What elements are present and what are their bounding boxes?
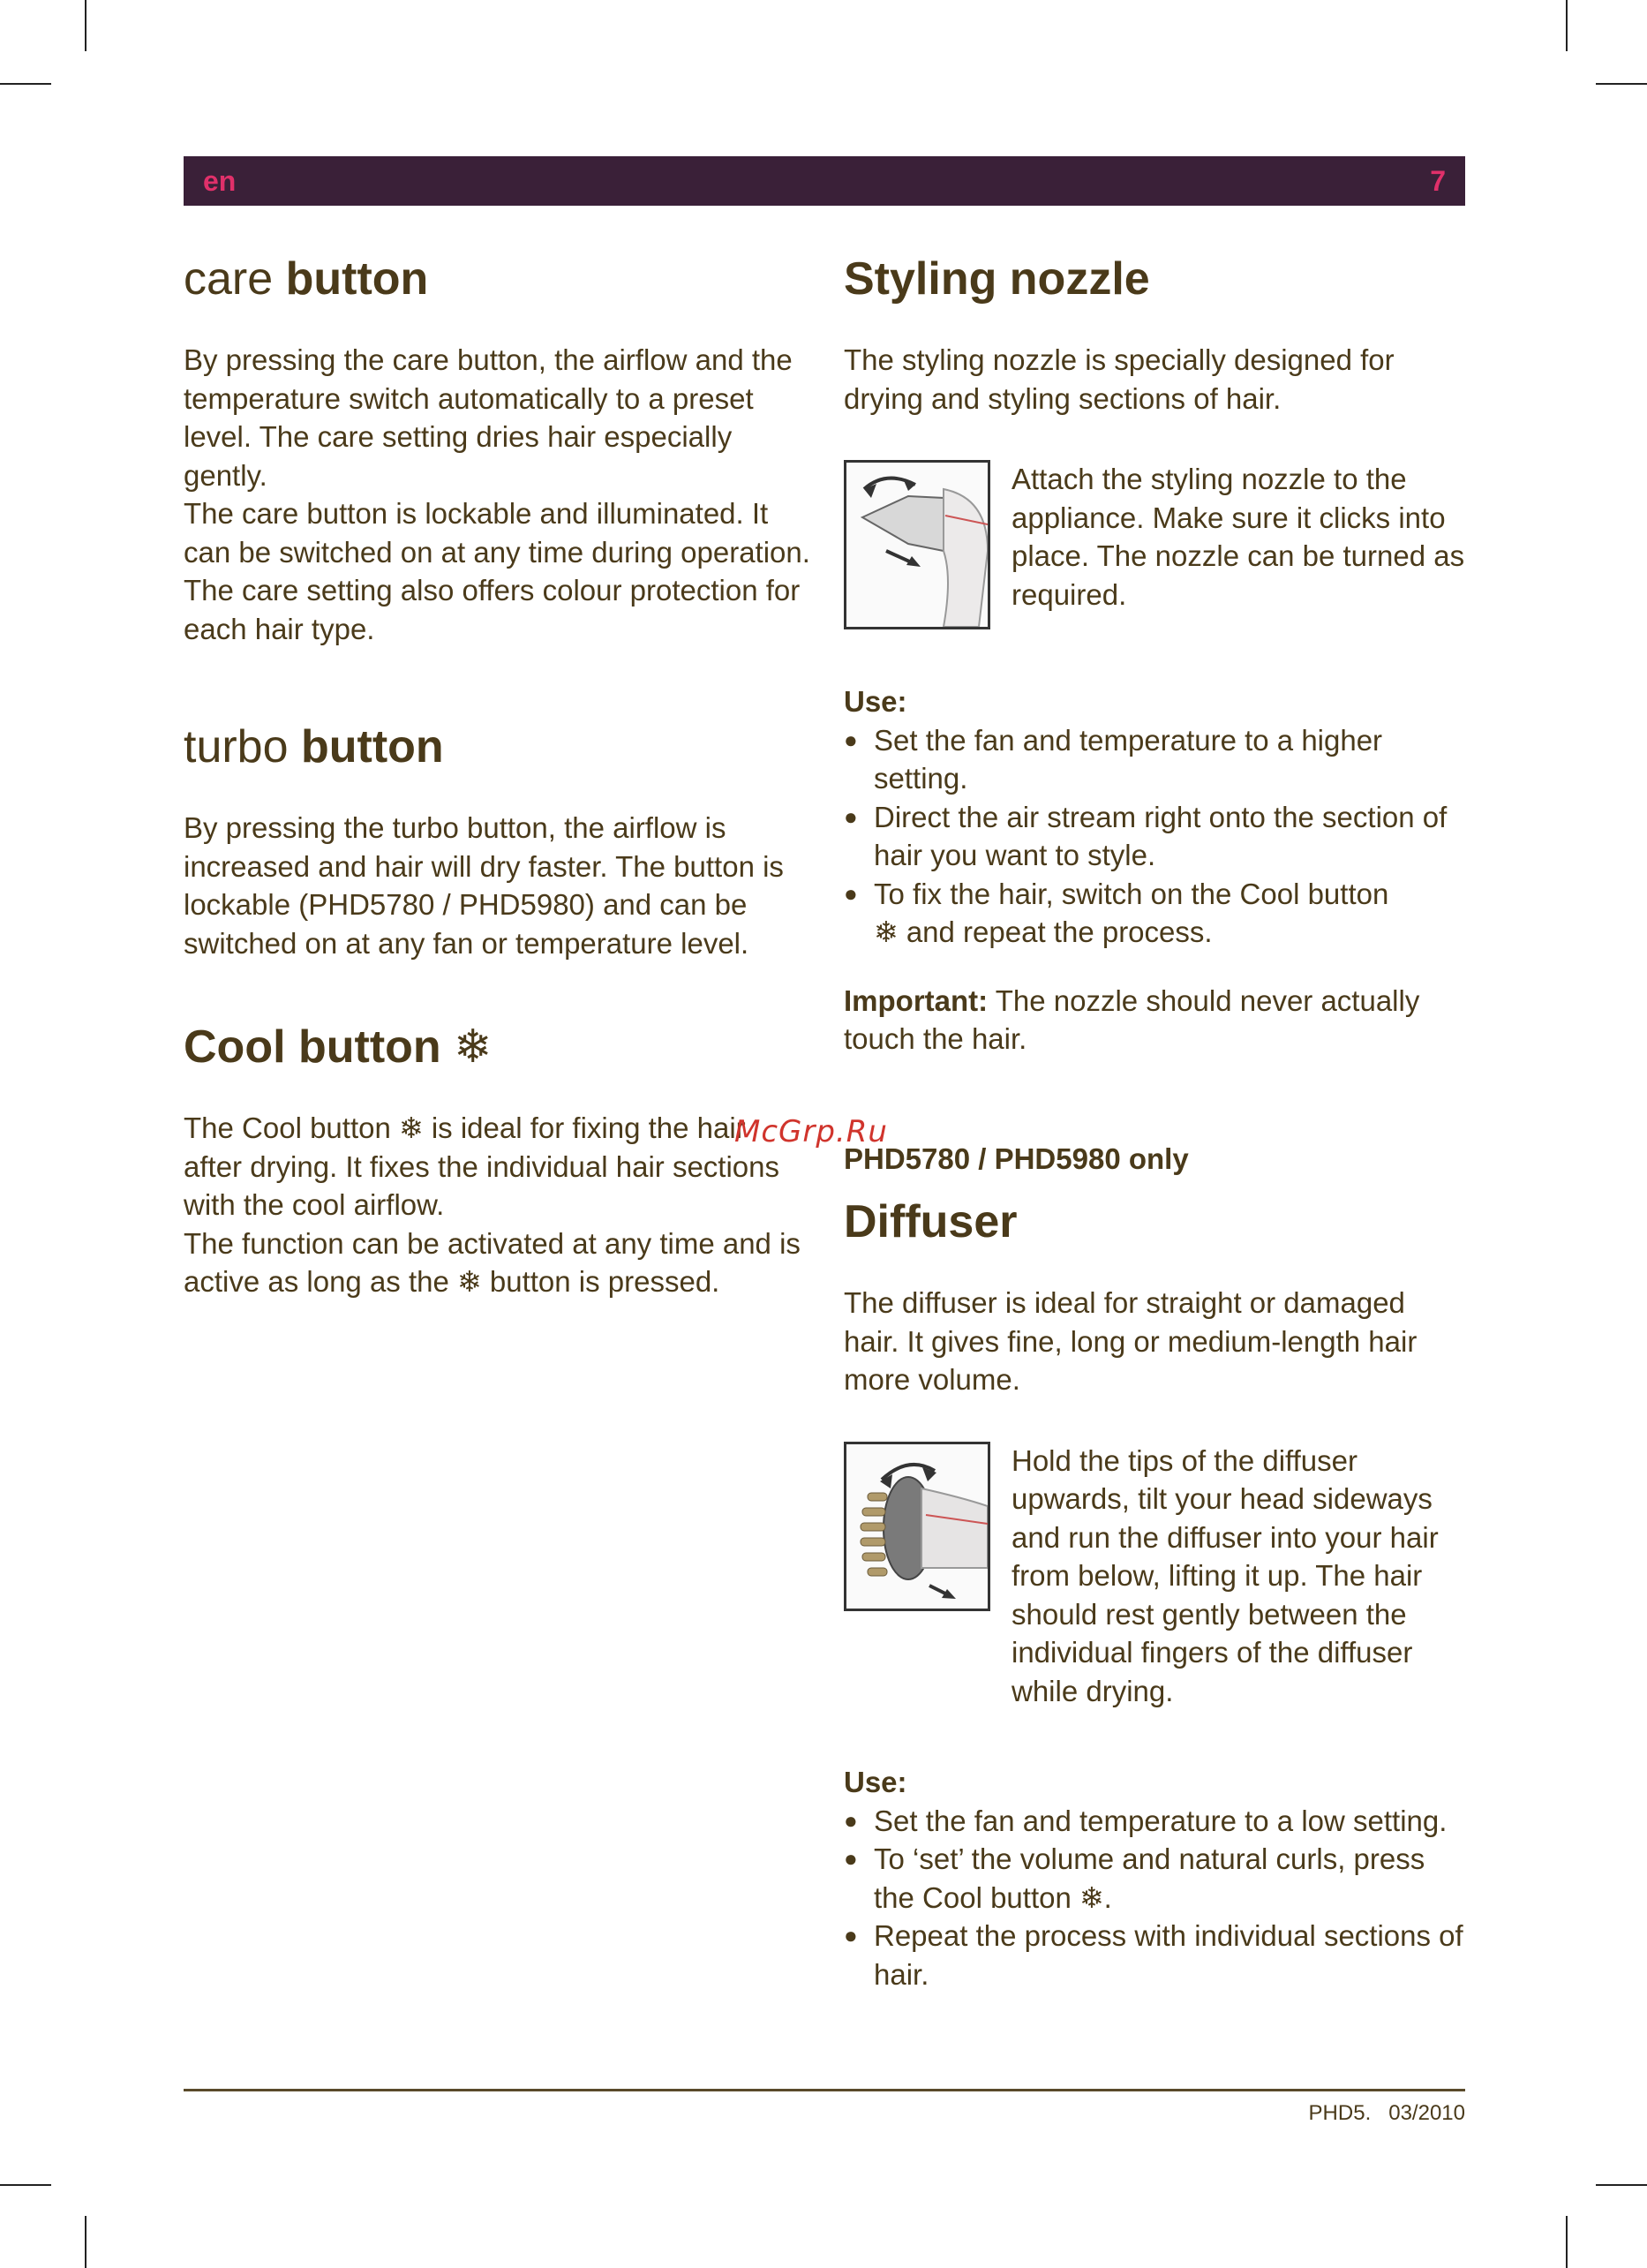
right-column	[844, 247, 1465, 1993]
watermark: McGrp.Ru	[734, 1114, 888, 1149]
diffuser-use-list	[844, 1802, 1465, 1994]
snowflake-icon: ❄	[399, 1111, 424, 1144]
diffuser-intro: The diffuser is ideal for straight or damaged hair. It gives fine, long or medium-length hair more volume.	[844, 1286, 1418, 1396]
cool-text: The Cool button ❄ is ideal for fixing the hair after drying. It fixes the individual hair sections with the cool airflow. The function can be activated at any time and is active as long as the ❄ button is pressed.	[184, 1111, 801, 1298]
styling-figure-row	[844, 460, 1465, 629]
snowflake-icon: ❄	[457, 1265, 482, 1298]
list-item: ● To fix the hair, switch on the Cool button ❄ and repeat the process.	[844, 875, 1465, 952]
diffuser-figure-text: Hold the tips of the diffuser upwards, tilt your head sideways and run the diffuser into your hair from below, lifting it up. The hair should rest gently between the individual fingers of the diffuser while drying.	[1012, 1443, 1439, 1707]
list-item: ● Set the fan and temperature to a higher setting.	[844, 721, 1465, 798]
styling-title: Styling nozzle	[844, 253, 1150, 305]
cool-title: Cool button ❄	[184, 1021, 493, 1073]
snowflake-icon: ❄	[1079, 1880, 1104, 1914]
styling-intro: The styling nozzle is specially designed for drying and styling sections of hair.	[844, 343, 1395, 415]
styling-important: Important: The nozzle should never actually touch the hair.	[844, 983, 1420, 1055]
styling-figure-text: Attach the styling nozzle to the appliance. Make sure it clicks into place. The nozzle can be turned as required.	[1012, 463, 1465, 611]
crop-mark	[1596, 2184, 1647, 2186]
snowflake-icon: ❄	[874, 915, 899, 948]
styling-nozzle-illustration	[844, 460, 990, 629]
diffuser-models: PHD5780 / PHD5980 only	[844, 1142, 1189, 1175]
crop-mark	[85, 2216, 86, 2268]
care-text: By pressing the care button, the airflow and the temperature switch automatically to a preset level. The care setting dries hair especially gently. The care button is lockable and illuminated. It can be switched on at any time during operation. The care setting also offers colour protection for each hair type.	[184, 343, 810, 645]
styling-use-label: Use:	[844, 685, 907, 718]
language-code: en	[203, 165, 237, 197]
crop-mark	[85, 0, 86, 51]
page-number: 7	[1430, 165, 1446, 197]
footer-divider	[184, 2089, 1465, 2091]
snowflake-icon: ❄	[454, 1021, 493, 1073]
turbo-text: By pressing the turbo button, the airflow is increased and hair will dry faster. The button is lockable (PHD5780 / PHD5980) and can be switched on at any fan or temperature level.	[184, 811, 784, 960]
care-title: care button	[184, 253, 429, 305]
crop-mark	[0, 83, 51, 85]
page-header	[184, 156, 1465, 206]
diffuser-title: Diffuser	[844, 1196, 1018, 1247]
footer-code: PHD5. 03/2010	[1308, 2101, 1465, 2125]
diffuser-figure-row	[844, 1442, 1465, 1711]
crop-mark	[0, 2184, 51, 2186]
styling-use-list	[844, 721, 1465, 952]
crop-mark	[1566, 0, 1568, 51]
list-item: ● Set the fan and temperature to a low setting.	[844, 1802, 1465, 1841]
crop-mark	[1596, 83, 1647, 85]
left-column	[184, 247, 810, 1301]
list-item: ● Direct the air stream right onto the section of hair you want to style.	[844, 798, 1465, 875]
turbo-title: turbo button	[184, 721, 444, 772]
list-item: ● Repeat the process with individual sections of hair.	[844, 1917, 1465, 1993]
diffuser-illustration	[844, 1442, 990, 1611]
list-item: ● To ‘set’ the volume and natural curls, press the Cool button ❄.	[844, 1840, 1465, 1917]
crop-mark	[1566, 2216, 1568, 2268]
diffuser-use-label: Use:	[844, 1766, 907, 1798]
